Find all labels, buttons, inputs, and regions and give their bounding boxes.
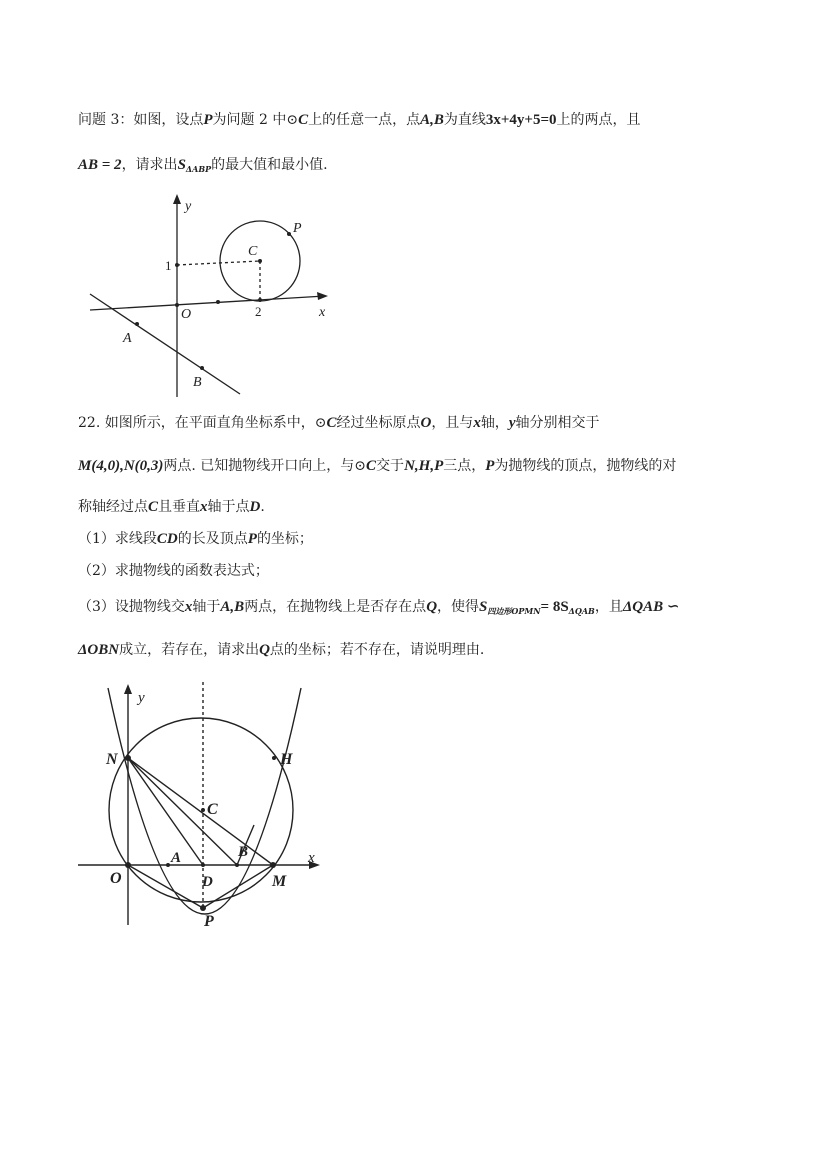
p22-dot-b	[235, 863, 239, 867]
p22-text: 22. 如图所示，在平面直角坐标系中，⊙	[78, 415, 327, 431]
problem22-line1	[78, 413, 599, 433]
p22-d: D	[249, 499, 261, 515]
p22-segment-nm	[128, 758, 273, 865]
p22-label-d: D	[202, 874, 213, 890]
p3-label-a: A	[123, 331, 132, 346]
p22-text: （2）求抛物线的函数表达式；	[78, 563, 269, 579]
p22-text: 的长及顶点	[177, 531, 248, 547]
p22-x: x	[200, 499, 208, 515]
p3-label-two: 2	[255, 304, 262, 319]
p3-text: 为问题 2 中⊙	[212, 112, 299, 128]
p22-label-b: B	[238, 844, 249, 860]
p22-text: 的坐标；	[256, 531, 313, 547]
p22-text: .	[260, 499, 265, 515]
p22-label-n: N	[106, 751, 118, 768]
p3-text: 上的任意一点，点	[308, 112, 421, 128]
p22-dot-h	[272, 756, 276, 760]
p22-p: P	[485, 458, 495, 474]
p22-area-sub1: 四边形OPMN	[487, 606, 541, 616]
p3-text: 为直线	[443, 112, 486, 128]
p3-text: 问题 3：如图，设点	[78, 112, 204, 128]
p3-dot-origin	[175, 303, 179, 307]
p3-label-c: C	[248, 244, 258, 259]
p22-y: y	[508, 415, 516, 431]
p22-x: x	[184, 599, 193, 615]
p3-dot-two	[258, 298, 262, 302]
p3-label-o: O	[181, 307, 192, 322]
p3-label-one: 1	[165, 258, 172, 273]
problem22-line3	[78, 497, 265, 517]
p22-segment-nb	[128, 758, 237, 865]
p22-c: C	[366, 458, 377, 474]
p22-dot-n	[125, 755, 131, 761]
p22-text: 经过坐标原点	[336, 415, 421, 431]
p3-area-subscript: ΔABP	[185, 164, 212, 174]
p22-text: ，使得	[437, 599, 480, 615]
p22-cd: CD	[156, 531, 178, 547]
p22-y-arrow-icon	[124, 684, 132, 694]
p3-label-y: y	[185, 199, 192, 214]
p22-text: 轴于	[192, 599, 221, 615]
p22-o: O	[420, 415, 432, 431]
p22-text: ，且	[594, 599, 623, 615]
p22-text: 成立，若存在，请求出	[119, 642, 260, 658]
p3-dashed-horizontal	[177, 261, 260, 265]
p22-text: 两点. 已知抛物线开口向上，与⊙	[163, 458, 367, 474]
p3-line-ab	[90, 294, 240, 394]
p3-y-arrow-icon	[173, 194, 181, 204]
p22-p: P	[247, 531, 257, 547]
p3-point-c: C	[298, 112, 309, 128]
p22-c: C	[326, 415, 337, 431]
p22-label-a: A	[171, 850, 182, 866]
p3-dot-c	[258, 259, 262, 263]
p3-x-arrow-icon	[317, 292, 328, 300]
p3-text: 上的两点，且	[556, 112, 641, 128]
p22-text: （3）设抛物线交	[78, 599, 185, 615]
problem22-q3	[78, 597, 679, 621]
p22-text: 且垂直	[158, 499, 201, 515]
p3-points-ab: A,B	[420, 112, 444, 128]
problem22-q1	[78, 529, 313, 549]
p3-area-symbol: S	[177, 157, 186, 173]
p22-text: 称轴经过点	[78, 499, 148, 515]
p22-label-c: C	[207, 801, 218, 818]
p22-dot-p	[200, 905, 206, 911]
p22-dot-a	[166, 863, 170, 867]
p22-nhp: N,H,P	[404, 458, 444, 474]
p22-text: 为抛物线的顶点，抛物线的对	[494, 458, 677, 474]
p3-dot-one	[175, 263, 179, 267]
p22-text: 轴于点	[207, 499, 250, 515]
p22-label-m: M	[272, 873, 287, 890]
p22-area-eq: = 8S	[540, 599, 569, 615]
p22-dot-d	[201, 863, 205, 867]
p22-c: C	[148, 499, 159, 515]
p22-text: 点的坐标；若不存在，请说明理由.	[269, 642, 485, 658]
p22-dot-o	[125, 862, 131, 868]
p3-label-p: P	[293, 221, 302, 236]
p22-area-s: S	[479, 599, 488, 615]
p22-text: 两点，在抛物线上是否存在点	[244, 599, 427, 615]
p22-text: 轴分别相交于	[515, 415, 600, 431]
p22-ab: A,B	[220, 599, 245, 615]
p3-point-p: P	[203, 112, 213, 128]
p22-label-x: x	[308, 850, 315, 866]
problem22-figure	[76, 680, 336, 930]
problem22-q2	[78, 561, 269, 581]
problem22-q3-cont	[78, 640, 484, 660]
p22-label-o: O	[110, 870, 122, 887]
p22-segment-op	[128, 865, 203, 908]
p22-text: 轴，	[480, 415, 509, 431]
p3-dot-a	[135, 322, 139, 326]
p3-ab-length: AB = 2	[78, 157, 122, 173]
p3-dot-axis	[216, 300, 220, 304]
p22-area-sub2: ΔQAB	[568, 606, 595, 616]
p22-text: ，且与	[431, 415, 474, 431]
p22-text: 三点，	[443, 458, 486, 474]
p22-obn: ΔOBN	[78, 642, 120, 658]
problem3-line2	[78, 155, 328, 179]
p22-text: （1）求线段	[78, 531, 157, 547]
problem3-figure	[85, 192, 345, 402]
p22-dot-c	[201, 808, 205, 812]
p22-similar: ΔQAB ∽	[622, 599, 680, 615]
p22-text: 交于	[376, 458, 405, 474]
p22-label-h: H	[280, 751, 293, 768]
p22-segment-pm	[203, 865, 273, 908]
p3-dot-b	[200, 366, 204, 370]
p22-mn-points: M(4,0),N(0,3)	[78, 458, 164, 474]
p22-label-y: y	[138, 690, 145, 706]
p22-x: x	[473, 415, 481, 431]
p3-text: 的最大值和最小值.	[211, 157, 328, 173]
p22-label-p: P	[204, 913, 214, 930]
problem3-line1	[78, 110, 641, 130]
p22-q: Q	[426, 599, 438, 615]
p3-label-b: B	[193, 375, 202, 390]
p3-dot-p	[287, 232, 291, 236]
problem22-line2	[78, 456, 676, 476]
p22-q: Q	[259, 642, 270, 658]
p3-text: ，请求出	[121, 157, 178, 173]
p3-line-equation: 3x+4y+5=0	[485, 112, 557, 128]
p3-x-axis	[90, 296, 325, 310]
p3-label-x: x	[319, 305, 326, 320]
p22-dot-m	[270, 862, 276, 868]
